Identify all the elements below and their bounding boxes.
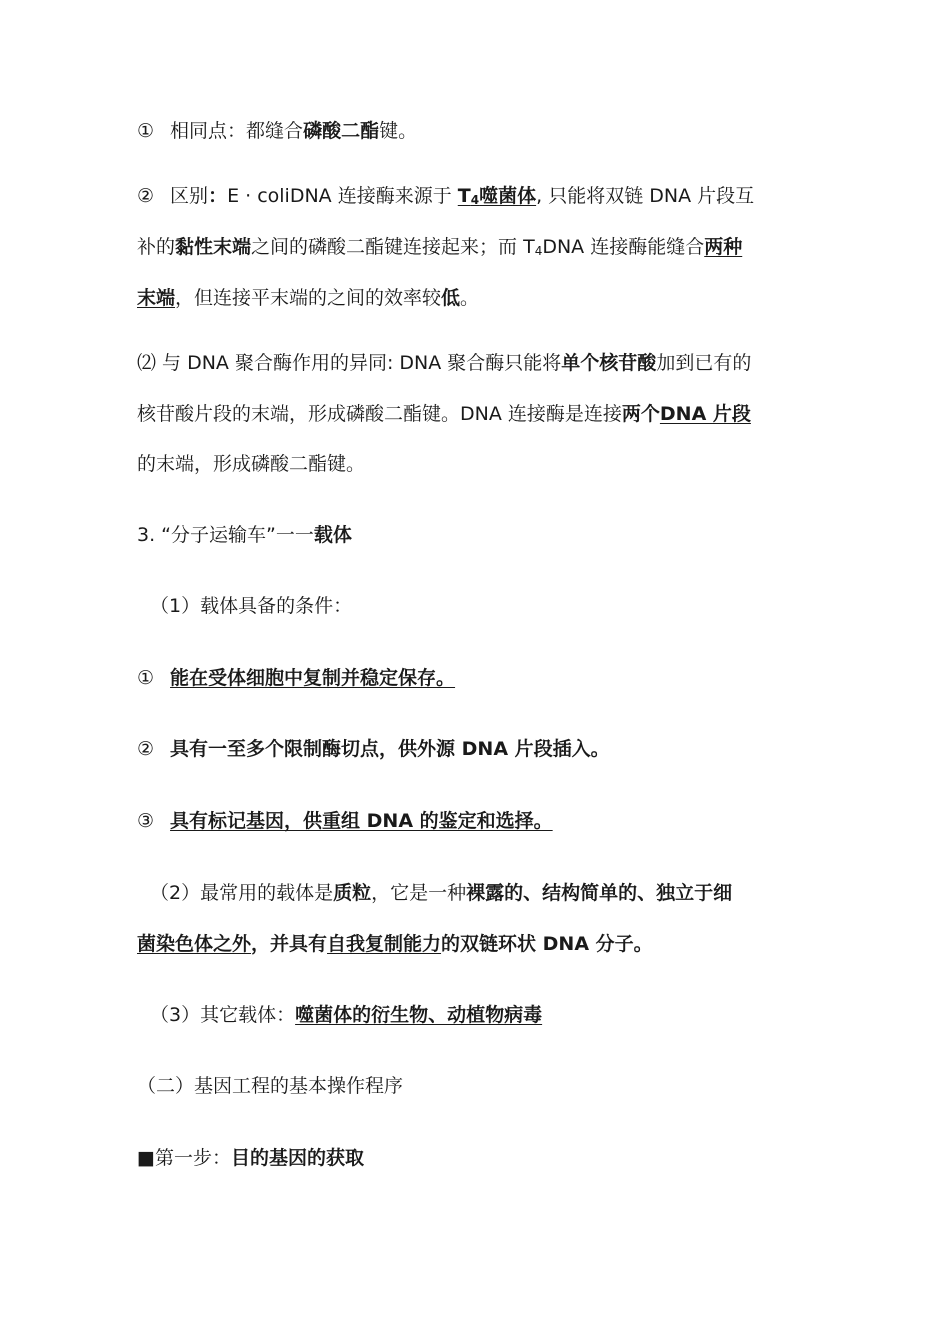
underlined-term: 末端: [137, 287, 176, 309]
circled-number-1: ①: [137, 120, 155, 142]
text: 区别: [170, 185, 209, 207]
text: ⑵ 与 DNA 聚合酶作用的异同: DNA 聚合酶只能将: [137, 352, 562, 374]
condition-1: [137, 665, 820, 691]
line-ligase-function: [137, 401, 820, 427]
text: （二）基因工程的基本操作程序: [137, 1075, 404, 1097]
underlined-term: 具有标记基因，供重组 DNA 的鉴定和选择。: [170, 810, 553, 832]
line-paragraph-end: [137, 451, 820, 477]
line-similarity: [137, 118, 820, 144]
text: ，但连接平末端的之间的效率较: [175, 287, 442, 309]
circled-number-2: ②: [137, 185, 155, 207]
text: 核苷酸片段的末端，形成磷酸二酯键。DNA 连接酶是连接: [137, 403, 622, 425]
text: 。: [460, 287, 480, 309]
subscript: 4: [470, 193, 480, 207]
text: DNA 连接酶能缝合: [542, 236, 705, 258]
condition-2: [137, 736, 820, 762]
underlined-term: 菌染色体之外: [137, 933, 252, 955]
underlined-term: [458, 185, 536, 207]
line-plasmid: [150, 880, 820, 906]
text: E · coliDNA 连接酶来源于: [227, 185, 458, 207]
step-1-heading: [137, 1145, 820, 1171]
text: （3）其它载体：: [150, 1004, 296, 1026]
circled-number-3: ③: [137, 810, 155, 832]
text: 键。: [379, 120, 418, 142]
bold-term: ，并具有: [251, 933, 328, 955]
bold-term: 目的基因的获取: [230, 1147, 364, 1169]
bold-term: 单个核苷酸: [561, 352, 657, 374]
text: , 只能将双链 DNA 片段互: [536, 185, 755, 207]
subheading-conditions: [150, 593, 820, 619]
underlined-term: DNA 片段: [659, 403, 751, 425]
subscript: 4: [534, 244, 543, 258]
text: 相同点：都缝合: [170, 120, 304, 142]
underlined-term: 能在受体细胞中复制并稳定保存。: [170, 667, 456, 689]
text: 加到已有的: [656, 352, 752, 374]
bold-term: 具有一至多个限制酶切点，供外源 DNA 片段插入。: [170, 738, 610, 760]
text: ■第一步：: [137, 1147, 231, 1169]
bold-term: 质粒: [333, 882, 372, 904]
section-heading-vector: [137, 522, 820, 548]
text: 的末端，形成磷酸二酯键。: [137, 453, 366, 475]
condition-3: [137, 808, 820, 834]
text: 3. “分子运输车”一一: [137, 524, 314, 546]
text: （2）最常用的载体是: [150, 882, 334, 904]
line-other-vectors: [150, 1002, 820, 1028]
bold-term: 裸露的、结构简单的、独立于细: [466, 882, 733, 904]
line-plasmid-cont: [137, 931, 820, 957]
text: ：: [208, 185, 228, 207]
underlined-term: 两种: [704, 236, 743, 258]
bold-term: 磷酸二酯: [303, 120, 380, 142]
text: T: [457, 185, 471, 207]
line-blunt-ends: [137, 285, 820, 311]
circled-number-2: ②: [137, 738, 155, 760]
line-sticky-ends: [137, 234, 820, 264]
line-polymerase-compare: [137, 350, 820, 376]
text: （1）载体具备的条件：: [150, 595, 353, 617]
text: ，它是一种: [371, 882, 467, 904]
text: 噬菌体: [479, 185, 537, 207]
underlined-term: 噬菌体的衍生物、动植物病毒: [295, 1004, 543, 1026]
circled-number-1: ①: [137, 667, 155, 689]
bold-term: 低: [441, 287, 461, 309]
bold-term: 的双链环状 DNA 分子。: [441, 933, 653, 955]
section-heading-procedure: [137, 1073, 820, 1099]
bold-term: 载体: [313, 524, 352, 546]
underlined-term: 自我复制能力: [327, 933, 442, 955]
bold-term: 黏性末端: [175, 236, 252, 258]
text: 补的: [137, 236, 176, 258]
text: 之间的磷酸二酯键连接起来；而 T: [251, 236, 535, 258]
bold-term: 两个: [621, 403, 660, 425]
line-difference: [137, 183, 820, 213]
